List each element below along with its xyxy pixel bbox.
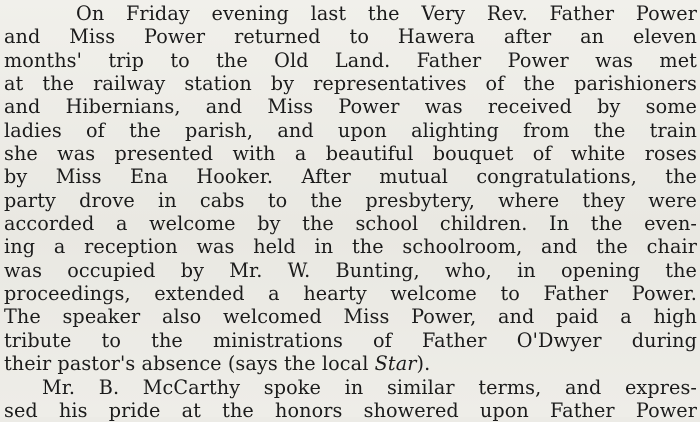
article-body bbox=[4, 2, 697, 422]
newspaper-name: Star bbox=[375, 352, 417, 375]
text-line: by Miss Ena Hooker. After mutual congratulations, the bbox=[4, 165, 697, 188]
text-line: sed his pride at the honors showered upon Father Power bbox=[4, 399, 697, 422]
paragraph-2 bbox=[4, 376, 697, 422]
text-line: proceedings, extended a hearty welcome to Father Power. bbox=[4, 282, 697, 305]
text-line: party drove in cabs to the presbytery, where they were bbox=[4, 189, 697, 212]
text-line: The speaker also welcomed Miss Power, and paid a high bbox=[4, 305, 697, 328]
text-line: and Hibernians, and Miss Power was received by some bbox=[4, 95, 697, 118]
text-segment: their pastor's absence (says the local bbox=[4, 352, 375, 375]
text-segment: ). bbox=[417, 352, 431, 375]
text-line: Mr. B. McCarthy spoke in similar terms, and expres- bbox=[4, 376, 697, 399]
text-line: at the railway station by representatives of the parishioners bbox=[4, 72, 697, 95]
text-line: she was presented with a beautiful bouquet of white roses bbox=[4, 142, 697, 165]
text-line: tribute to the ministrations of Father O'Dwyer during bbox=[4, 329, 697, 352]
text-line: and Miss Power returned to Hawera after an eleven bbox=[4, 25, 697, 48]
text-line: months' trip to the Old Land. Father Power was met bbox=[4, 49, 697, 72]
text-line-last bbox=[4, 352, 697, 375]
text-line: ladies of the parish, and upon alighting from the train bbox=[4, 119, 697, 142]
text-line: On Friday evening last the Very Rev. Father Power bbox=[4, 2, 697, 25]
text-line: accorded a welcome by the school children. In the even- bbox=[4, 212, 697, 235]
paragraph-1 bbox=[4, 2, 697, 376]
text-line: was occupied by Mr. W. Bunting, who, in opening the bbox=[4, 259, 697, 282]
text-line: ing a reception was held in the schoolroom, and the chair bbox=[4, 235, 697, 258]
